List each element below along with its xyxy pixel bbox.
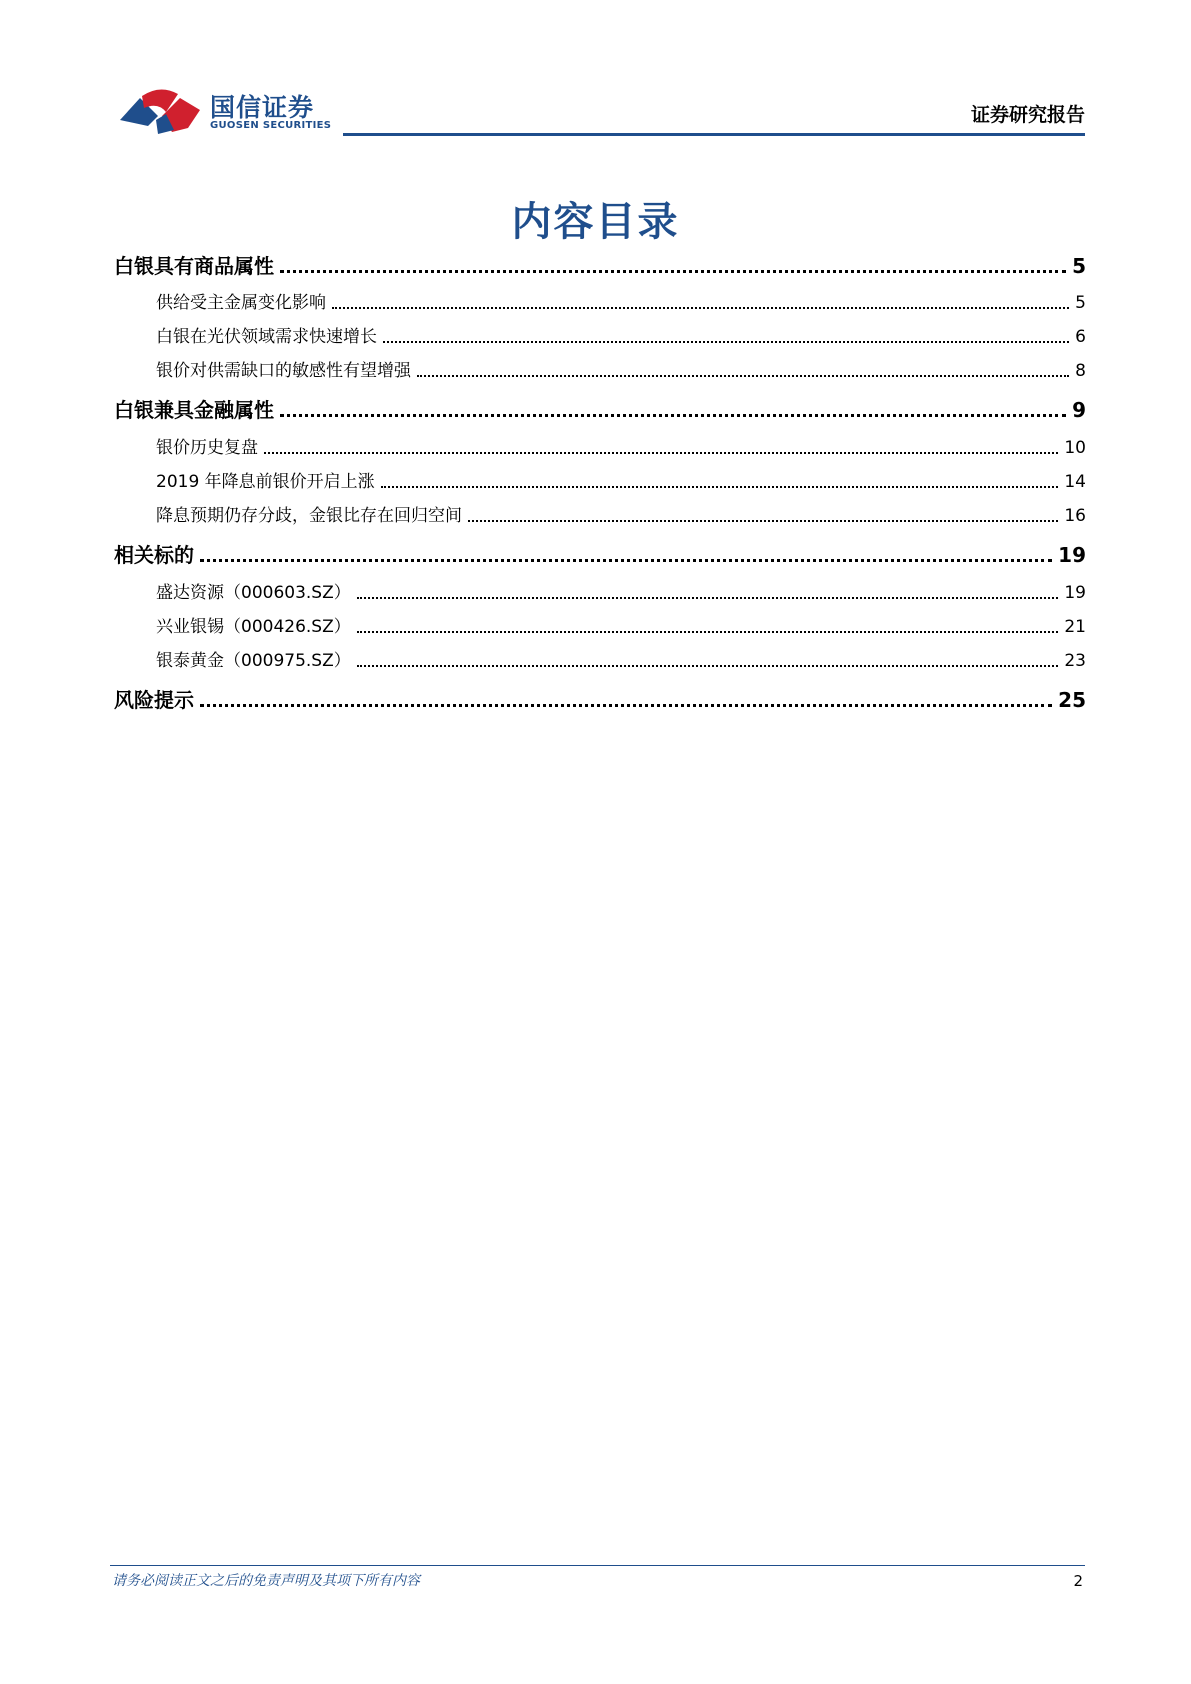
toc-entry-page: 9 [1072,398,1086,422]
footer-divider [110,1565,1085,1566]
toc-entry-page: 10 [1064,438,1086,458]
toc-entry[interactable] [114,250,1086,279]
toc-dot-leader [280,270,1066,273]
toc-dot-leader [417,375,1069,377]
toc-entry-page: 19 [1064,583,1086,603]
toc-dot-leader [332,307,1069,309]
toc-dot-leader [200,704,1052,707]
toc-entry-text: 降息预期仍存分歧，金银比存在回归空间 [156,506,462,526]
logo-chinese-name: 国信证券 [210,93,315,122]
toc-entry-page: 14 [1064,472,1086,492]
toc-entry-page: 6 [1075,327,1086,347]
toc-entry-text: 银价对供需缺口的敏感性有望增强 [156,361,411,381]
toc-entry-text: 2019 年降息前银价开启上涨 [156,472,375,492]
page-number: 2 [1073,1572,1083,1590]
disclaimer-note: 请务必阅读正文之后的免责声明及其项下所有内容 [112,1573,420,1589]
toc-dot-leader [280,414,1066,417]
toc-entry[interactable] [156,433,1086,458]
toc-dot-leader [357,631,1059,633]
toc-entry-text: 兴业银锡（000426.SZ） [156,617,351,637]
header-divider [343,133,1085,136]
toc-entry[interactable] [156,501,1086,526]
toc-entry-page: 16 [1064,506,1086,526]
toc-entry-text: 供给受主金属变化影响 [156,293,326,313]
toc-entry-text: 白银兼具金融属性 [114,398,274,422]
toc-dot-leader [264,452,1058,454]
toc-entry-page: 5 [1072,254,1086,278]
toc-entry[interactable] [156,646,1086,671]
toc-entry-text: 白银具有商品属性 [114,254,274,278]
toc-entry-text: 相关标的 [114,543,194,567]
toc-entry-text: 白银在光伏领域需求快速增长 [156,327,377,347]
toc-entry[interactable] [156,322,1086,347]
logo-english-name: GUOSEN SECURITIES [210,120,332,131]
toc-entry-page: 5 [1075,293,1086,313]
toc-entry[interactable] [156,356,1086,381]
guosen-logo-icon [118,86,202,136]
toc-entry-text: 银泰黄金（000975.SZ） [156,651,351,671]
toc-entry[interactable] [156,578,1086,603]
report-type-label: 证券研究报告 [970,104,1085,126]
toc-entry[interactable] [156,467,1086,492]
toc-dot-leader [383,341,1069,343]
toc-entry-page: 23 [1064,651,1086,671]
toc-title: 内容目录 [511,199,680,245]
toc-dot-leader [468,520,1058,522]
toc-entry[interactable] [114,684,1086,713]
toc-entry[interactable] [114,394,1086,423]
toc-entry[interactable] [156,288,1086,313]
toc-entry[interactable] [156,612,1086,637]
toc-entry-page: 8 [1075,361,1086,381]
toc-entry-text: 盛达资源（000603.SZ） [156,583,351,603]
toc-entry-text: 银价历史复盘 [156,438,258,458]
toc-entry-page: 21 [1064,617,1086,637]
guosen-logo [118,86,332,136]
toc-dot-leader [200,559,1052,562]
toc-entry-page: 25 [1058,688,1086,712]
page-header [0,0,1191,140]
toc-entry[interactable] [114,539,1086,568]
toc-dot-leader [357,597,1059,599]
toc-entry-text: 风险提示 [114,688,194,712]
toc-dot-leader [357,665,1059,667]
toc-entry-page: 19 [1058,543,1086,567]
toc-dot-leader [381,486,1059,488]
